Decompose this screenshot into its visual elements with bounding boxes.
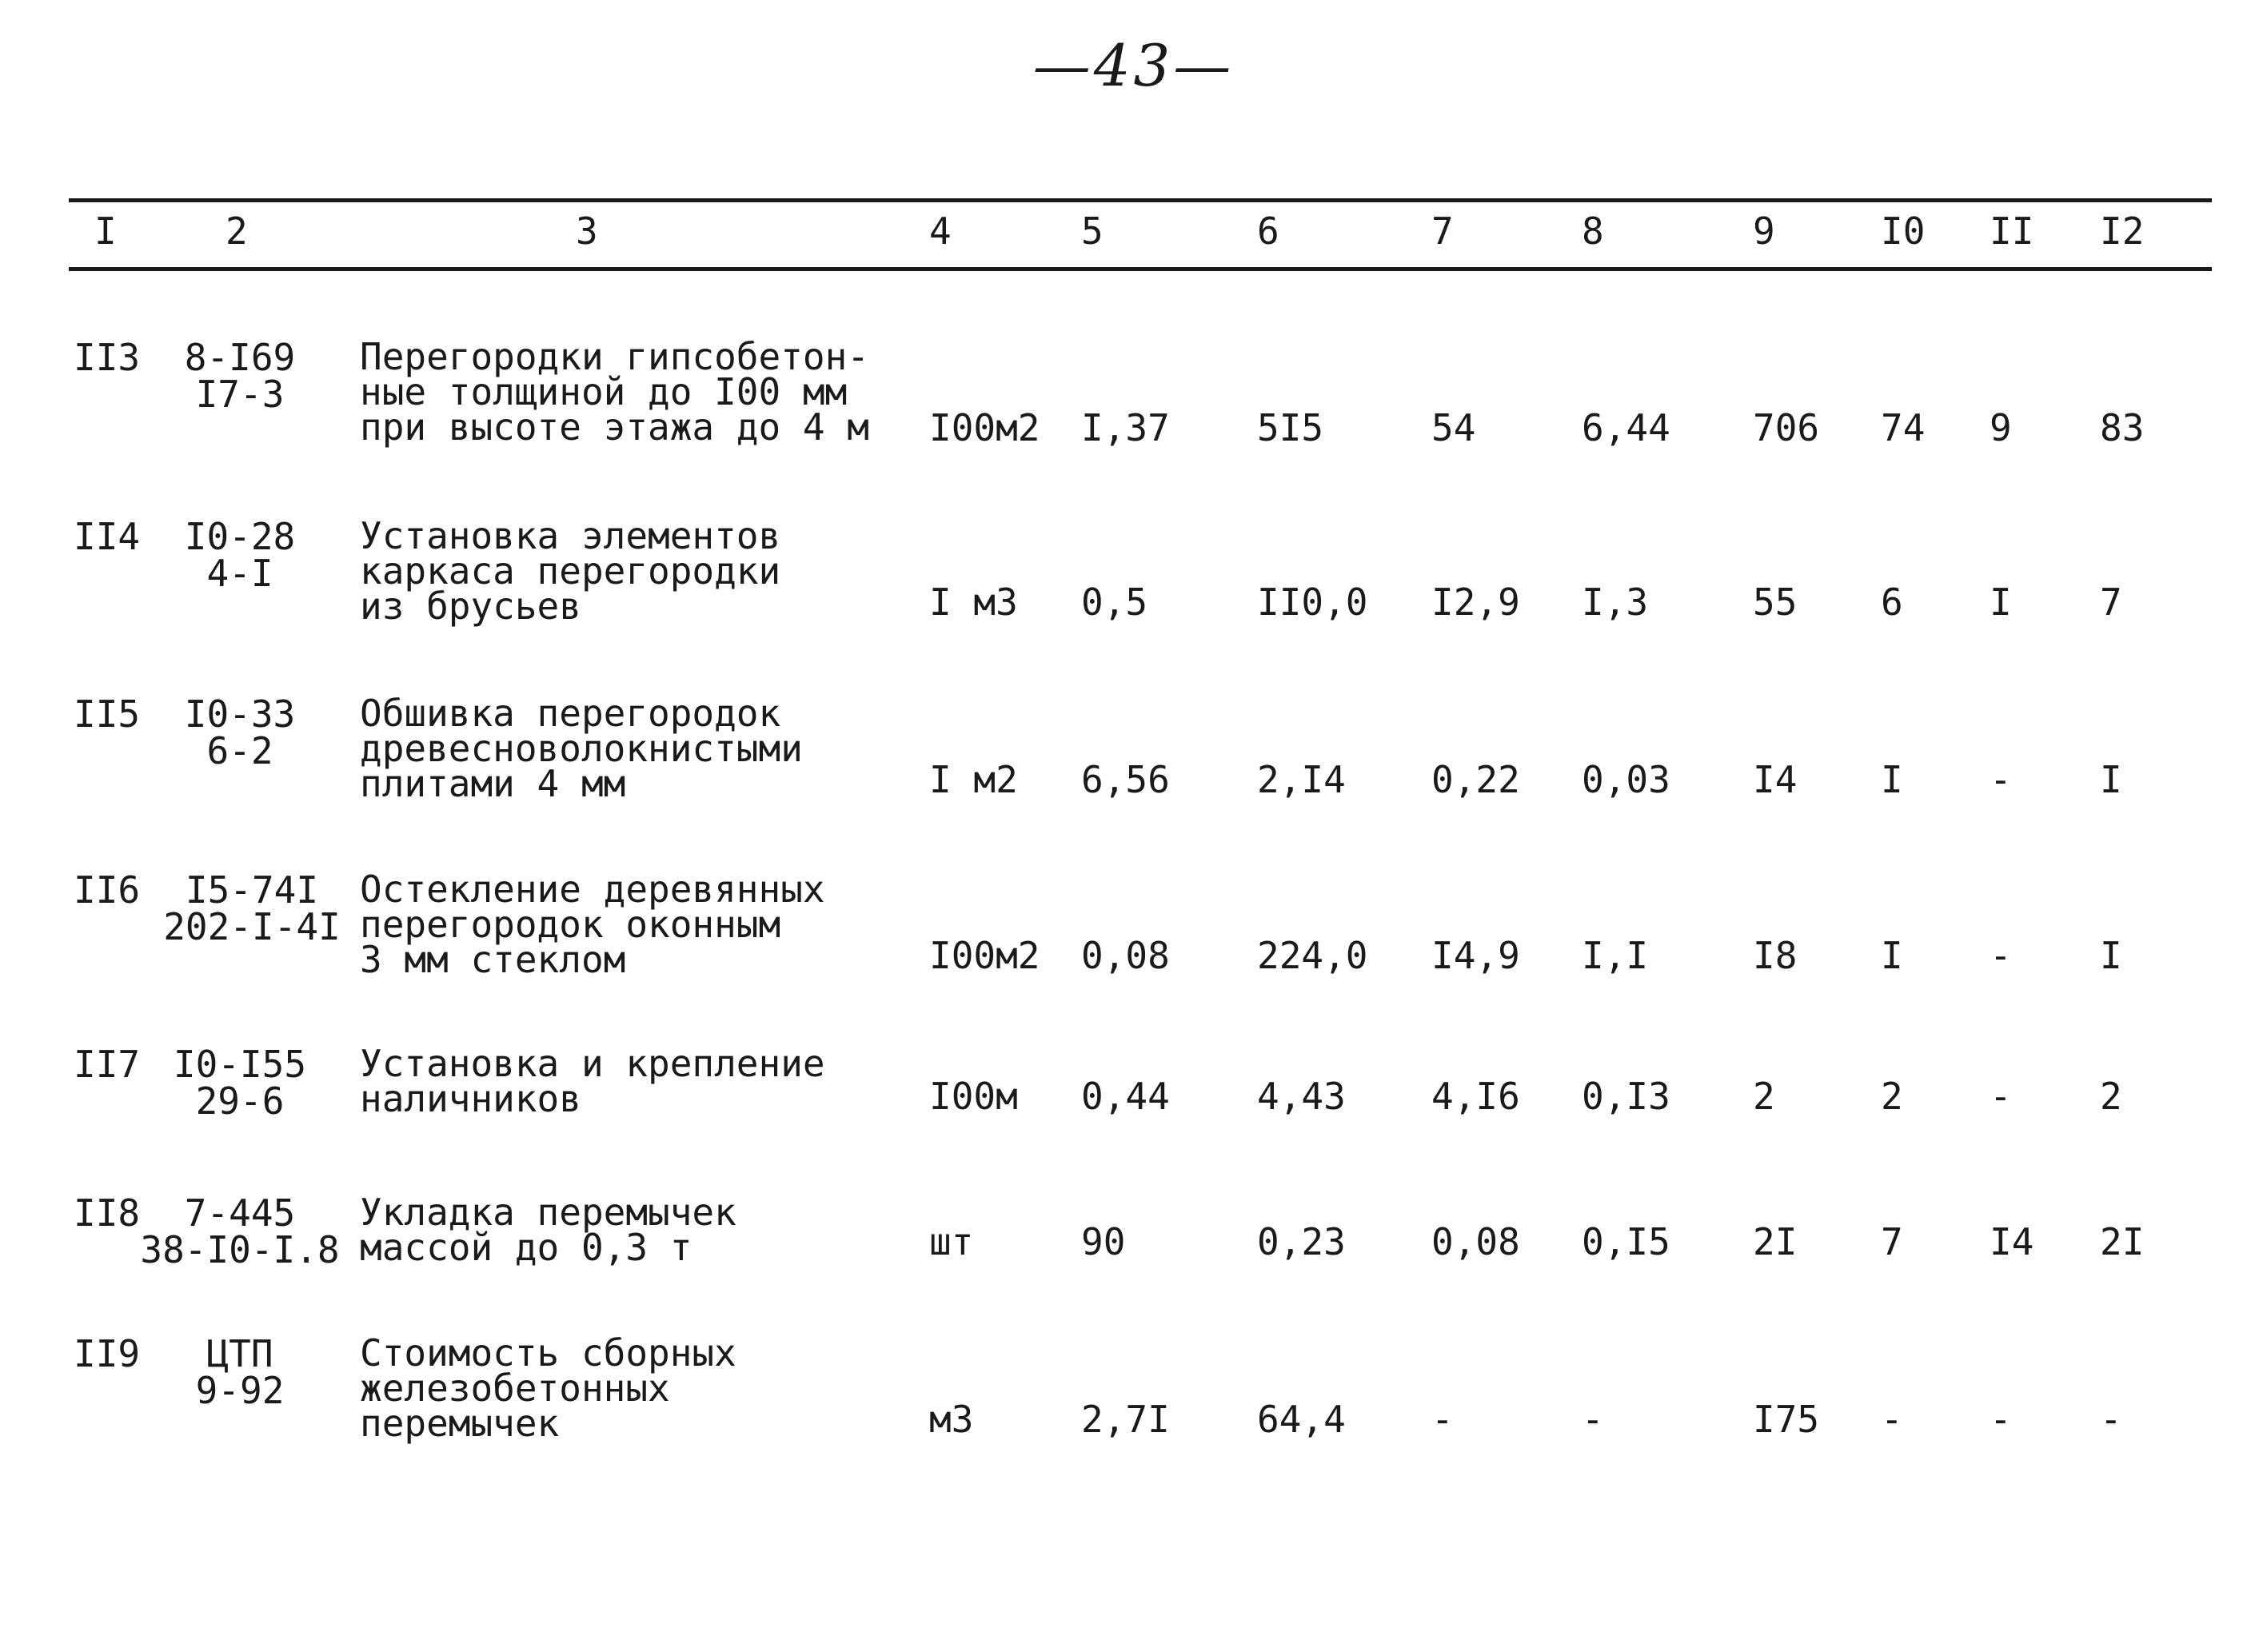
- value-col11: -: [1990, 1398, 2012, 1441]
- value-col9: 706: [1753, 406, 1820, 449]
- description-line: 3 мм стеклом: [360, 938, 626, 981]
- value-col9: 55: [1753, 581, 1798, 624]
- page-number: —43—: [1032, 32, 1235, 99]
- norm-code-line: 6-2: [206, 729, 273, 772]
- value-col6: 0,23: [1257, 1220, 1346, 1263]
- description-line: наличников: [360, 1077, 581, 1120]
- norm-code-line: 8-I69: [184, 336, 296, 379]
- value-col8: 6,44: [1582, 406, 1670, 449]
- column-header-12: I2: [2100, 209, 2145, 253]
- value-col12: 2: [2100, 1075, 2122, 1118]
- value-col10: I: [1881, 758, 1903, 801]
- value-col10: 6: [1881, 581, 1903, 624]
- norm-code-line: ЦТП: [206, 1332, 273, 1375]
- column-header-9: 9: [1753, 209, 1775, 253]
- value-col6: 64,4: [1257, 1398, 1346, 1441]
- work-description: [360, 692, 803, 805]
- value-col5: 2,7I: [1081, 1398, 1170, 1441]
- description-line: при высоте этажа до 4 м: [360, 405, 869, 449]
- work-description: [360, 1191, 736, 1269]
- work-description: [360, 1042, 825, 1120]
- description-line: Установка элементов: [360, 514, 781, 557]
- description-line: из брусьев: [360, 585, 581, 628]
- value-col11: -: [1990, 1075, 2012, 1118]
- column-header-5: 5: [1081, 209, 1104, 253]
- description-line: Стоимость сборных: [360, 1331, 736, 1375]
- column-header-11: II: [1990, 209, 2034, 253]
- row-number: II3: [74, 336, 141, 379]
- norm-code-line: I0-28: [184, 515, 296, 558]
- value-col11: I4: [1990, 1220, 2034, 1263]
- value-col8: I,3: [1582, 581, 1649, 624]
- description-line: ные толщиной до I00 мм: [360, 370, 848, 413]
- work-description: [360, 335, 869, 449]
- unit: м3: [929, 1398, 974, 1441]
- column-header-3: 3: [576, 209, 598, 253]
- norm-code-line: 38-I0-I.8: [140, 1228, 340, 1271]
- value-col5: 6,56: [1081, 758, 1170, 801]
- value-col6: 5I5: [1257, 406, 1324, 449]
- norm-code: [152, 692, 328, 772]
- value-col10: 7: [1881, 1220, 1903, 1263]
- value-col12: -: [2100, 1398, 2122, 1441]
- description-line: перемычек: [360, 1402, 560, 1445]
- description-line: Перегородки гипсобетон-: [360, 335, 869, 378]
- column-header-6: 6: [1257, 209, 1279, 253]
- norm-code-line: 202-I-4I: [163, 905, 341, 948]
- description-line: Обшивка перегородок: [360, 692, 781, 735]
- norm-code-line: I0-I55: [173, 1043, 307, 1086]
- value-col11: -: [1990, 758, 2012, 801]
- norm-code-line: 4-I: [206, 552, 273, 595]
- unit: I00м: [929, 1075, 1018, 1118]
- value-col6: 2,I4: [1257, 758, 1346, 801]
- value-col11: I: [1990, 581, 2012, 624]
- norm-code: [136, 1191, 344, 1271]
- value-col10: -: [1881, 1398, 1903, 1441]
- description-line: древесноволокнистыми: [360, 727, 803, 770]
- column-header-10: I0: [1881, 209, 1926, 253]
- description-line: Установка и крепление: [360, 1042, 825, 1085]
- value-col6: II0,0: [1257, 581, 1368, 624]
- unit: I00м2: [929, 934, 1040, 977]
- row-number: II9: [74, 1332, 141, 1375]
- value-col10: 2: [1881, 1075, 1903, 1118]
- norm-code-line: 7-445: [184, 1191, 296, 1235]
- row-number: II7: [74, 1043, 141, 1086]
- value-col5: 90: [1081, 1220, 1126, 1263]
- row-number: II8: [74, 1191, 141, 1235]
- unit: I00м2: [929, 406, 1040, 449]
- norm-code-line: 9-92: [195, 1369, 285, 1412]
- value-col12: 7: [2100, 581, 2122, 624]
- column-header-7: 7: [1431, 209, 1454, 253]
- description-line: Остекление деревянных: [360, 868, 825, 911]
- value-col9: I75: [1753, 1398, 1820, 1441]
- value-col9: I8: [1753, 934, 1798, 977]
- norm-code: [152, 1332, 328, 1412]
- value-col11: -: [1990, 934, 2012, 977]
- table-top-rule: [69, 198, 2212, 202]
- norm-code: [152, 868, 352, 948]
- value-col8: 0,03: [1582, 758, 1670, 801]
- value-col9: 2: [1753, 1075, 1775, 1118]
- value-col10: 74: [1881, 406, 1926, 449]
- value-col6: 224,0: [1257, 934, 1368, 977]
- value-col7: 54: [1431, 406, 1476, 449]
- value-col8: -: [1582, 1398, 1604, 1441]
- work-description: [360, 514, 781, 628]
- value-col5: 0,44: [1081, 1075, 1170, 1118]
- value-col7: 0,08: [1431, 1220, 1520, 1263]
- description-line: массой до 0,3 т: [360, 1226, 692, 1269]
- description-line: плитами 4 мм: [360, 762, 626, 805]
- description-line: каркаса перегородки: [360, 549, 781, 593]
- column-header-4: 4: [929, 209, 952, 253]
- norm-code: [152, 336, 328, 416]
- value-col7: 4,I6: [1431, 1075, 1520, 1118]
- value-col5: 0,5: [1081, 581, 1148, 624]
- value-col7: 0,22: [1431, 758, 1520, 801]
- description-line: перегородок оконным: [360, 903, 781, 946]
- description-line: Укладка перемычек: [360, 1191, 736, 1234]
- column-header-2: 2: [226, 209, 248, 253]
- value-col8: I,I: [1582, 934, 1649, 977]
- norm-code: [152, 1043, 328, 1123]
- value-col8: 0,I5: [1582, 1220, 1670, 1263]
- row-number: II5: [74, 692, 141, 736]
- description-line: железобетонных: [360, 1367, 670, 1410]
- value-col6: 4,43: [1257, 1075, 1346, 1118]
- value-col12: 83: [2100, 406, 2145, 449]
- norm-code: [152, 515, 328, 595]
- row-number: II6: [74, 868, 141, 912]
- value-col12: 2I: [2100, 1220, 2145, 1263]
- row-number: II4: [74, 515, 141, 558]
- unit: I м3: [929, 581, 1018, 624]
- work-description: [360, 868, 825, 981]
- value-col7: I2,9: [1431, 581, 1520, 624]
- value-col9: 2I: [1753, 1220, 1798, 1263]
- value-col10: I: [1881, 934, 1903, 977]
- value-col7: -: [1431, 1398, 1454, 1441]
- column-header-8: 8: [1582, 209, 1604, 253]
- value-col11: 9: [1990, 406, 2012, 449]
- norm-code-line: I0-33: [184, 692, 296, 736]
- value-col7: I4,9: [1431, 934, 1520, 977]
- norm-code-line: I7-3: [195, 373, 285, 416]
- value-col12: I: [2100, 758, 2122, 801]
- column-header-1: I: [94, 209, 117, 253]
- value-col5: I,37: [1081, 406, 1170, 449]
- value-col12: I: [2100, 934, 2122, 977]
- value-col9: I4: [1753, 758, 1798, 801]
- work-description: [360, 1331, 736, 1445]
- value-col5: 0,08: [1081, 934, 1170, 977]
- unit: I м2: [929, 758, 1018, 801]
- table-header-rule: [69, 267, 2212, 271]
- value-col8: 0,I3: [1582, 1075, 1670, 1118]
- norm-code-line: 29-6: [195, 1079, 285, 1123]
- unit: шт: [929, 1220, 974, 1263]
- norm-code-line: I5-74I: [185, 868, 319, 912]
